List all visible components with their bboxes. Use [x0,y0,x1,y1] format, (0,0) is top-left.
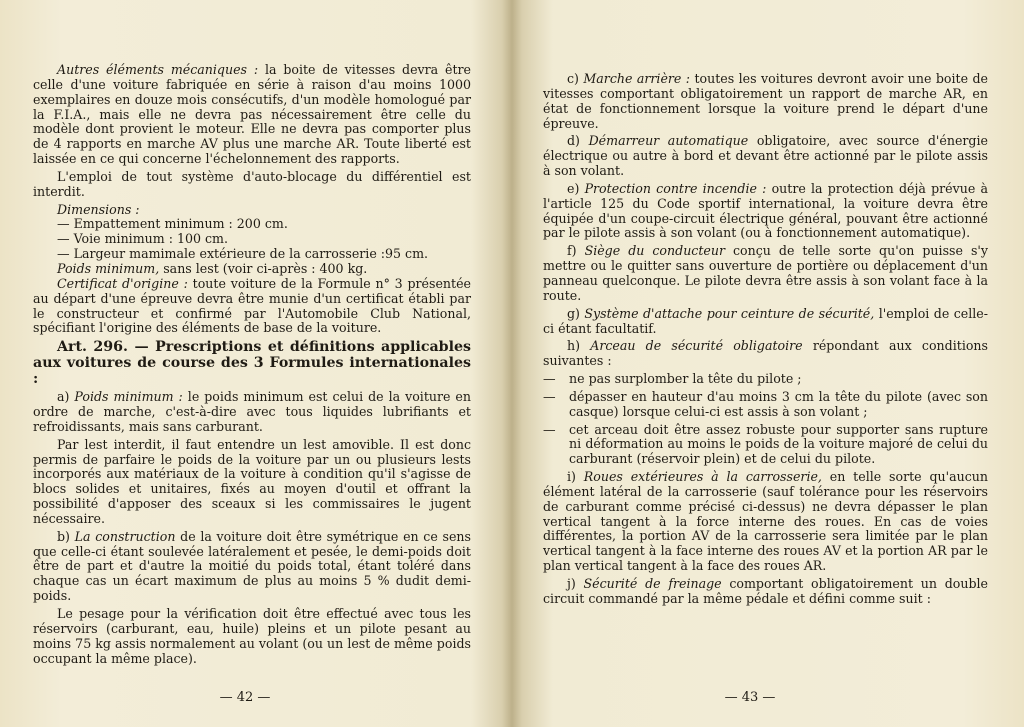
item-label: j) [567,576,584,591]
left-page [0,0,505,727]
item-label: g) [567,305,585,321]
right-page [505,0,1024,727]
dimension-line-largeur: — Largeur mamimale extérieure de la carrosserie :95 cm. [57,246,429,262]
paragraph-lead: Protection contre incendie : [584,180,767,196]
paragraph-pesage: Le pesage pour la vérification doit être effectué avec tous les réservoirs (carburant, eau, huile) pleins et un pilote pesant au moins 75 kg assis normalement au volant (ou un lest de même poids occupant la même place). [33,606,471,666]
paragraph-body: toutes les voitures devront avoir une boite de vitesses comportant obligatoirement un rapport de marche AR, en état de fonctionnement lorsque la voiture prend le départ d'une épreuve. [543,71,988,131]
paragraph-body: en telle sorte qu'aucun élément latéral de la carrosserie (sauf tolérance pour les réservoirs de carburant comme précisé ci-dessus) ne devra dépasser le plan vertical tangent à la force interne des roues. En cas de voies différentes, la portion AV de la carrosserie sera limitée par le plan vertical tangent à la face interne des roues AV et la portion AR par le plan vertical tangent à la face des roues AR. [543,469,988,574]
paragraph-body: conçu de telle sorte qu'on puisse s'y mettre ou le quitter sans ouverture de portière ou déplacement d'un panneau quelconque. Le pilote devra être assis à son volant face à la route. [543,243,988,303]
item-label: f) [567,243,585,259]
item-label: d) [567,133,589,149]
paragraph-lead: Arceau de sécurité obligatoire [590,338,803,354]
paragraph-d-demarreur [543,134,988,179]
item-label: a) [57,389,75,405]
paragraph-b-construction [33,530,471,604]
paragraph-autres-elements [33,63,471,167]
right-page-text [543,72,988,607]
list-item [543,390,988,420]
dimension-line-voie: — Voie minimum : 100 cm. [57,231,228,247]
paragraph-lead: Système d'attache pour ceinture de sécurité, [584,305,875,321]
paragraph-lead: Certificat d'origine : [57,275,188,291]
paragraph-body: obligatoire, avec source d'énergie électrique ou autre à bord et devant être actionné par le pilote assis à son volant. [543,133,988,179]
paragraph-a-poids [33,390,471,435]
item-label: i) [567,469,584,485]
paragraph-lead: La construction [74,528,176,544]
item-label: b) [57,528,75,544]
paragraph-body: l'emploi de celle-ci étant facultatif. [543,305,988,336]
paragraph-body: sans lest (voir ci-après : 400 kg. [159,260,368,276]
poids-minimum-line [33,262,471,277]
dash-bullet: — [543,421,556,437]
article-296-title: Art. 296. — Prescriptions et définitions applicables aux voitures de course des 3 Formules internationales : [33,339,471,388]
paragraph-lest: Par lest interdit, il faut entendre un lest amovible. Il est donc permis de parfaire le poids de la voiture par un ou plusieurs lests incorporés aux matériaux de la voiture à condition qu'il s'agisse de blocs solides et unitaires, fixés au moyen d'outil et offrant la possibilité d'apposer des sceaux si les commissaires le jugent nécessaire. [33,436,471,526]
paragraph-f-siege [543,244,988,303]
list-item-text: dépasser en hauteur d'au moins 3 cm la tête du pilote (avec son casque) lorsque celui-ci est assis à son volant ; [569,388,988,419]
paragraph-body: comportant obligatoirement un double circuit commandé par la même pédale et défini comme suit : [543,576,989,606]
paragraph-e-protection [543,182,988,241]
list-item [543,423,988,468]
paragraph-certificat [33,277,471,336]
list-item [543,372,988,387]
paragraph-i-roues [543,470,988,574]
paragraph-j-freinage [543,577,988,607]
dimension-line-empattement: — Empattement minimum : 200 cm. [57,216,288,232]
paragraph-g-ceinture [543,307,988,337]
paragraph-lead: Poids minimum, [57,260,160,276]
paragraph-body: répondant aux conditions suivantes : [543,338,989,369]
page-number: — 42 — [219,690,271,705]
paragraph-lead: Roues extérieures à la carrosserie, [583,469,822,485]
paragraph-body: toute voiture de la Formule n° 3 présentée au départ d'une épreuve devra être munie d'un certificat établi par le constructeur et confirmé par l'Automobile Club National, spécifiant l'origine des éléments de base de la voiture. [33,275,471,336]
item-label: e) [567,180,585,196]
paragraph-c-marche-arriere [543,72,988,131]
paragraph-h-arceau [543,339,988,369]
paragraph-lead: Poids minimum : [74,389,183,405]
paragraph-lead: Démarreur automatique [588,133,749,149]
paragraph-body: de la voiture doit être symétrique en ce sens que celle-ci étant soulevée latéralement et pesée, le demi-poids doit être de part et d'autre la moitié du poids total, étant toléré dans chaque cas un écart maximum de plus au moins 5 % dudit demi-poids. [33,528,471,604]
item-label: c) [567,71,584,86]
paragraph-lead: Marche arrière : [583,71,691,86]
dash-bullet: — [543,388,556,404]
dimensions-title: Dimensions : [57,201,140,217]
paragraph-lead: Siège du conducteur [584,243,725,259]
paragraph-lead: Autres éléments mécaniques : [57,62,259,77]
dash-bullet: — [543,371,556,387]
list-item-text: ne pas surplomber la tête du pilote ; [569,371,802,387]
paragraph-body: L'emploi de tout système d'auto-blocage du différentiel est interdit. [33,168,471,199]
item-label: h) [567,338,591,354]
paragraph-body: le poids minimum est celui de la voiture en ordre de marche, c'est-à-dire avec tous liquides lubrifiants et refroidissants, mais sans carburant. [33,389,471,434]
page-number: — 43 — [724,690,776,705]
paragraph-body: outre la protection déjà prévue à l'article 125 du Code sportif international, la voiture devra être équipée d'un coupe-circuit électrique général, pouvant être actionné par le pilote assis à son volant (ou à fonctionnement automatique). [543,180,988,241]
paragraph-body: la boite de vitesses devra être celle d'une voiture fabriquée en série à raison d'au moins 1000 exemplaires en douze mois consécutifs, d'un modèle homologué par la F.I.A., mais elle ne devra pas nécessairement être celle du modèle dont provient le moteur. Elle ne devra pas comporter plus de 4 rapports en marche AV plus une marche AR. Toute liberté est laissée en ce qui concerne l'échelonnement des rapports. [33,62,471,167]
paragraph-lead: Sécurité de freinage [583,576,722,591]
list-item-text: cet arceau doit être assez robuste pour supporter sans rupture ni déformation au moins le poids de la voiture majoré de celui du carburant (réservoir plein) et de celui du pilote. [569,421,988,467]
paragraph-auto-blocage [33,170,471,200]
left-page-text [33,63,471,666]
